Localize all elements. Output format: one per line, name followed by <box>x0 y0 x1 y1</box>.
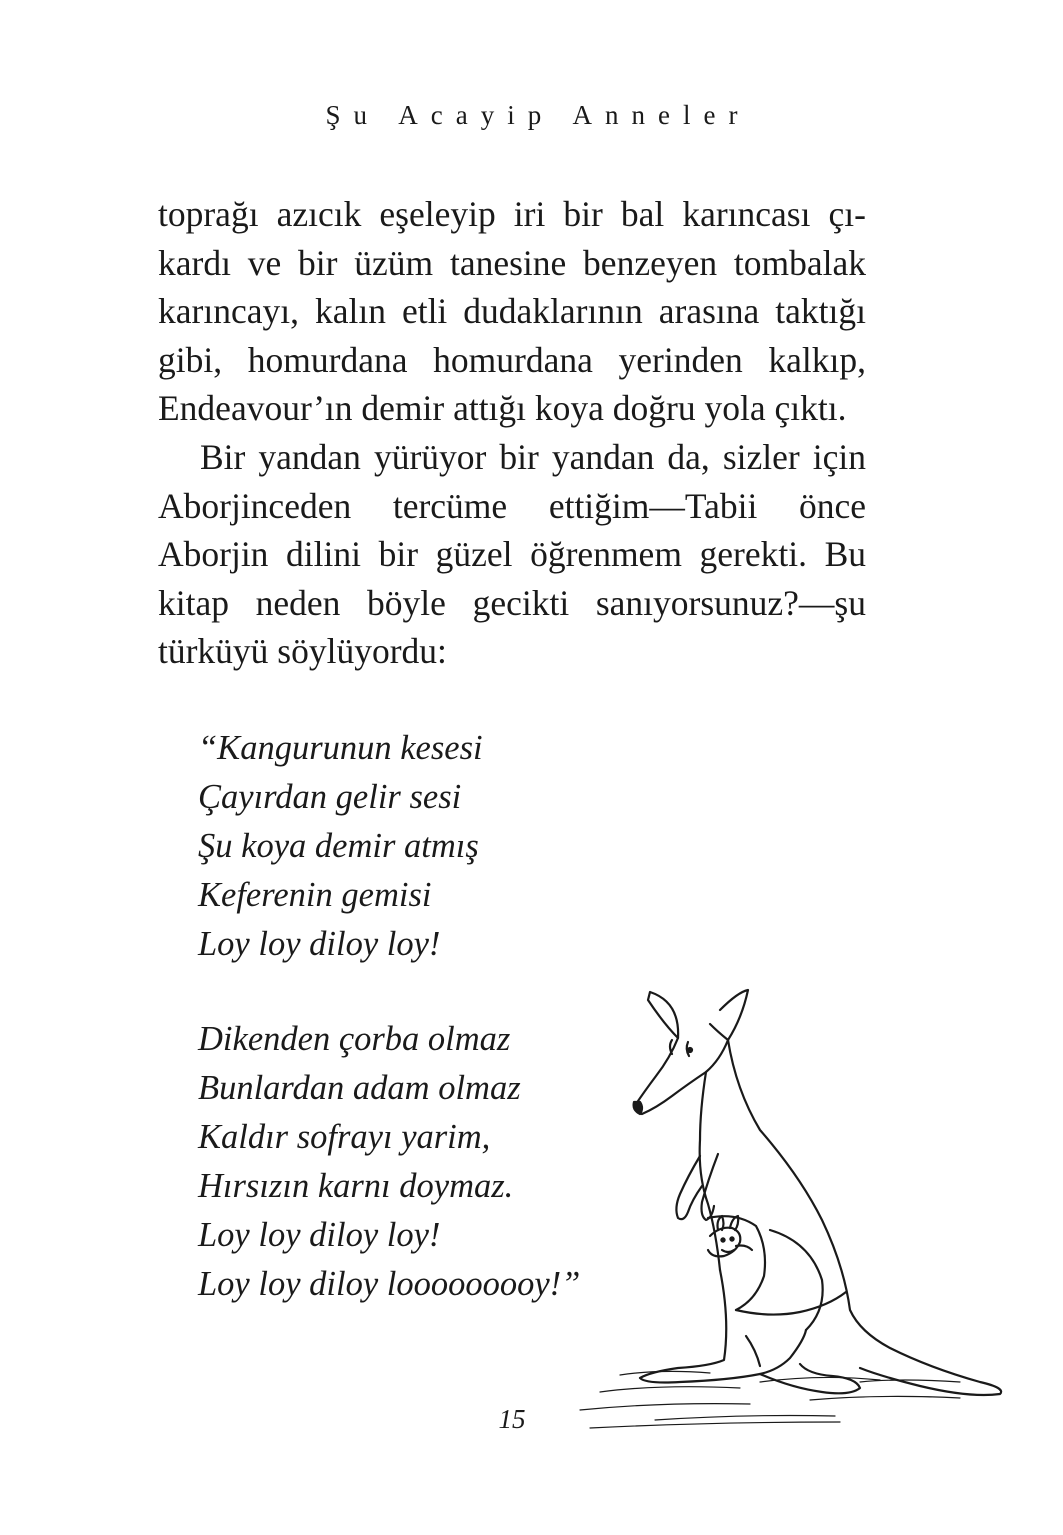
text-line: kardı ve bir üzüm tanesine benzeyen tombalak <box>158 242 866 283</box>
text-line: Bir yandan yürüyor bir yandan da, sizler için <box>200 436 866 477</box>
left-ear <box>648 992 678 1038</box>
poem-line: Şu koya demir atmış <box>198 827 479 865</box>
text-line: kitap neden böyle gecikti sanıyorsunuz?—şu <box>158 582 866 623</box>
body-text <box>158 190 866 676</box>
paragraph-1 <box>158 190 866 433</box>
text-line: karıncayı, kalın etli dudaklarının arasına taktığı <box>158 291 866 332</box>
poem-line: “Kangurunun kesesi <box>198 729 483 767</box>
poem-line: Bunlardan adam olmaz <box>198 1069 521 1107</box>
ground-shading <box>580 1371 960 1428</box>
leg-detail <box>746 1336 760 1366</box>
poem-line: Loy loy diloy loy! <box>198 1216 441 1254</box>
poem-stanza-2 <box>198 1015 618 1309</box>
back <box>728 1040 1001 1395</box>
text-line: Aborjinceden tercüme ettiğim—Tabii önce <box>158 485 866 526</box>
nose <box>634 1102 642 1114</box>
head <box>636 1038 728 1114</box>
page-number: 15 <box>498 1404 526 1434</box>
text-line: gibi, homurdana homurdana yerinden kalkıp, <box>158 339 866 380</box>
poem-line: Kaldır sofrayı yarim, <box>198 1118 491 1156</box>
right-ear <box>710 990 748 1040</box>
text-line: Endeavour’ın demir attığı koya doğru yola çıktı. <box>158 388 847 429</box>
running-head: Şu Acayip Anneler <box>325 100 751 130</box>
poem-line: Keferenin gemisi <box>198 876 432 914</box>
poem-line: Dikenden çorba olmaz <box>198 1020 511 1058</box>
poem-line: Hırsızın karnı doymaz. <box>198 1167 514 1205</box>
text-line: Aborjin dilini bir güzel öğrenmem gerekti. Bu <box>158 534 866 575</box>
poem-line: Loy loy diloy loy! <box>198 925 441 963</box>
paragraph-2 <box>158 433 866 676</box>
text-line: türküyü söylüyordu: <box>158 631 447 672</box>
right-eye-pupil <box>688 1048 692 1052</box>
kangaroo-illustration <box>560 980 1010 1450</box>
chest <box>700 1072 720 1270</box>
left-eye <box>670 1040 672 1054</box>
poem-line: Loy loy diloy looooooooy!” <box>198 1265 581 1303</box>
poem-stanza-1 <box>198 724 618 969</box>
text-line: toprağı azıcık eşeleyip iri bir bal karıncası çı- <box>158 194 866 234</box>
front-arm-left <box>676 1156 702 1219</box>
poem-line: Çayırdan gelir sesi <box>198 778 462 816</box>
hind-foot <box>640 1270 806 1383</box>
